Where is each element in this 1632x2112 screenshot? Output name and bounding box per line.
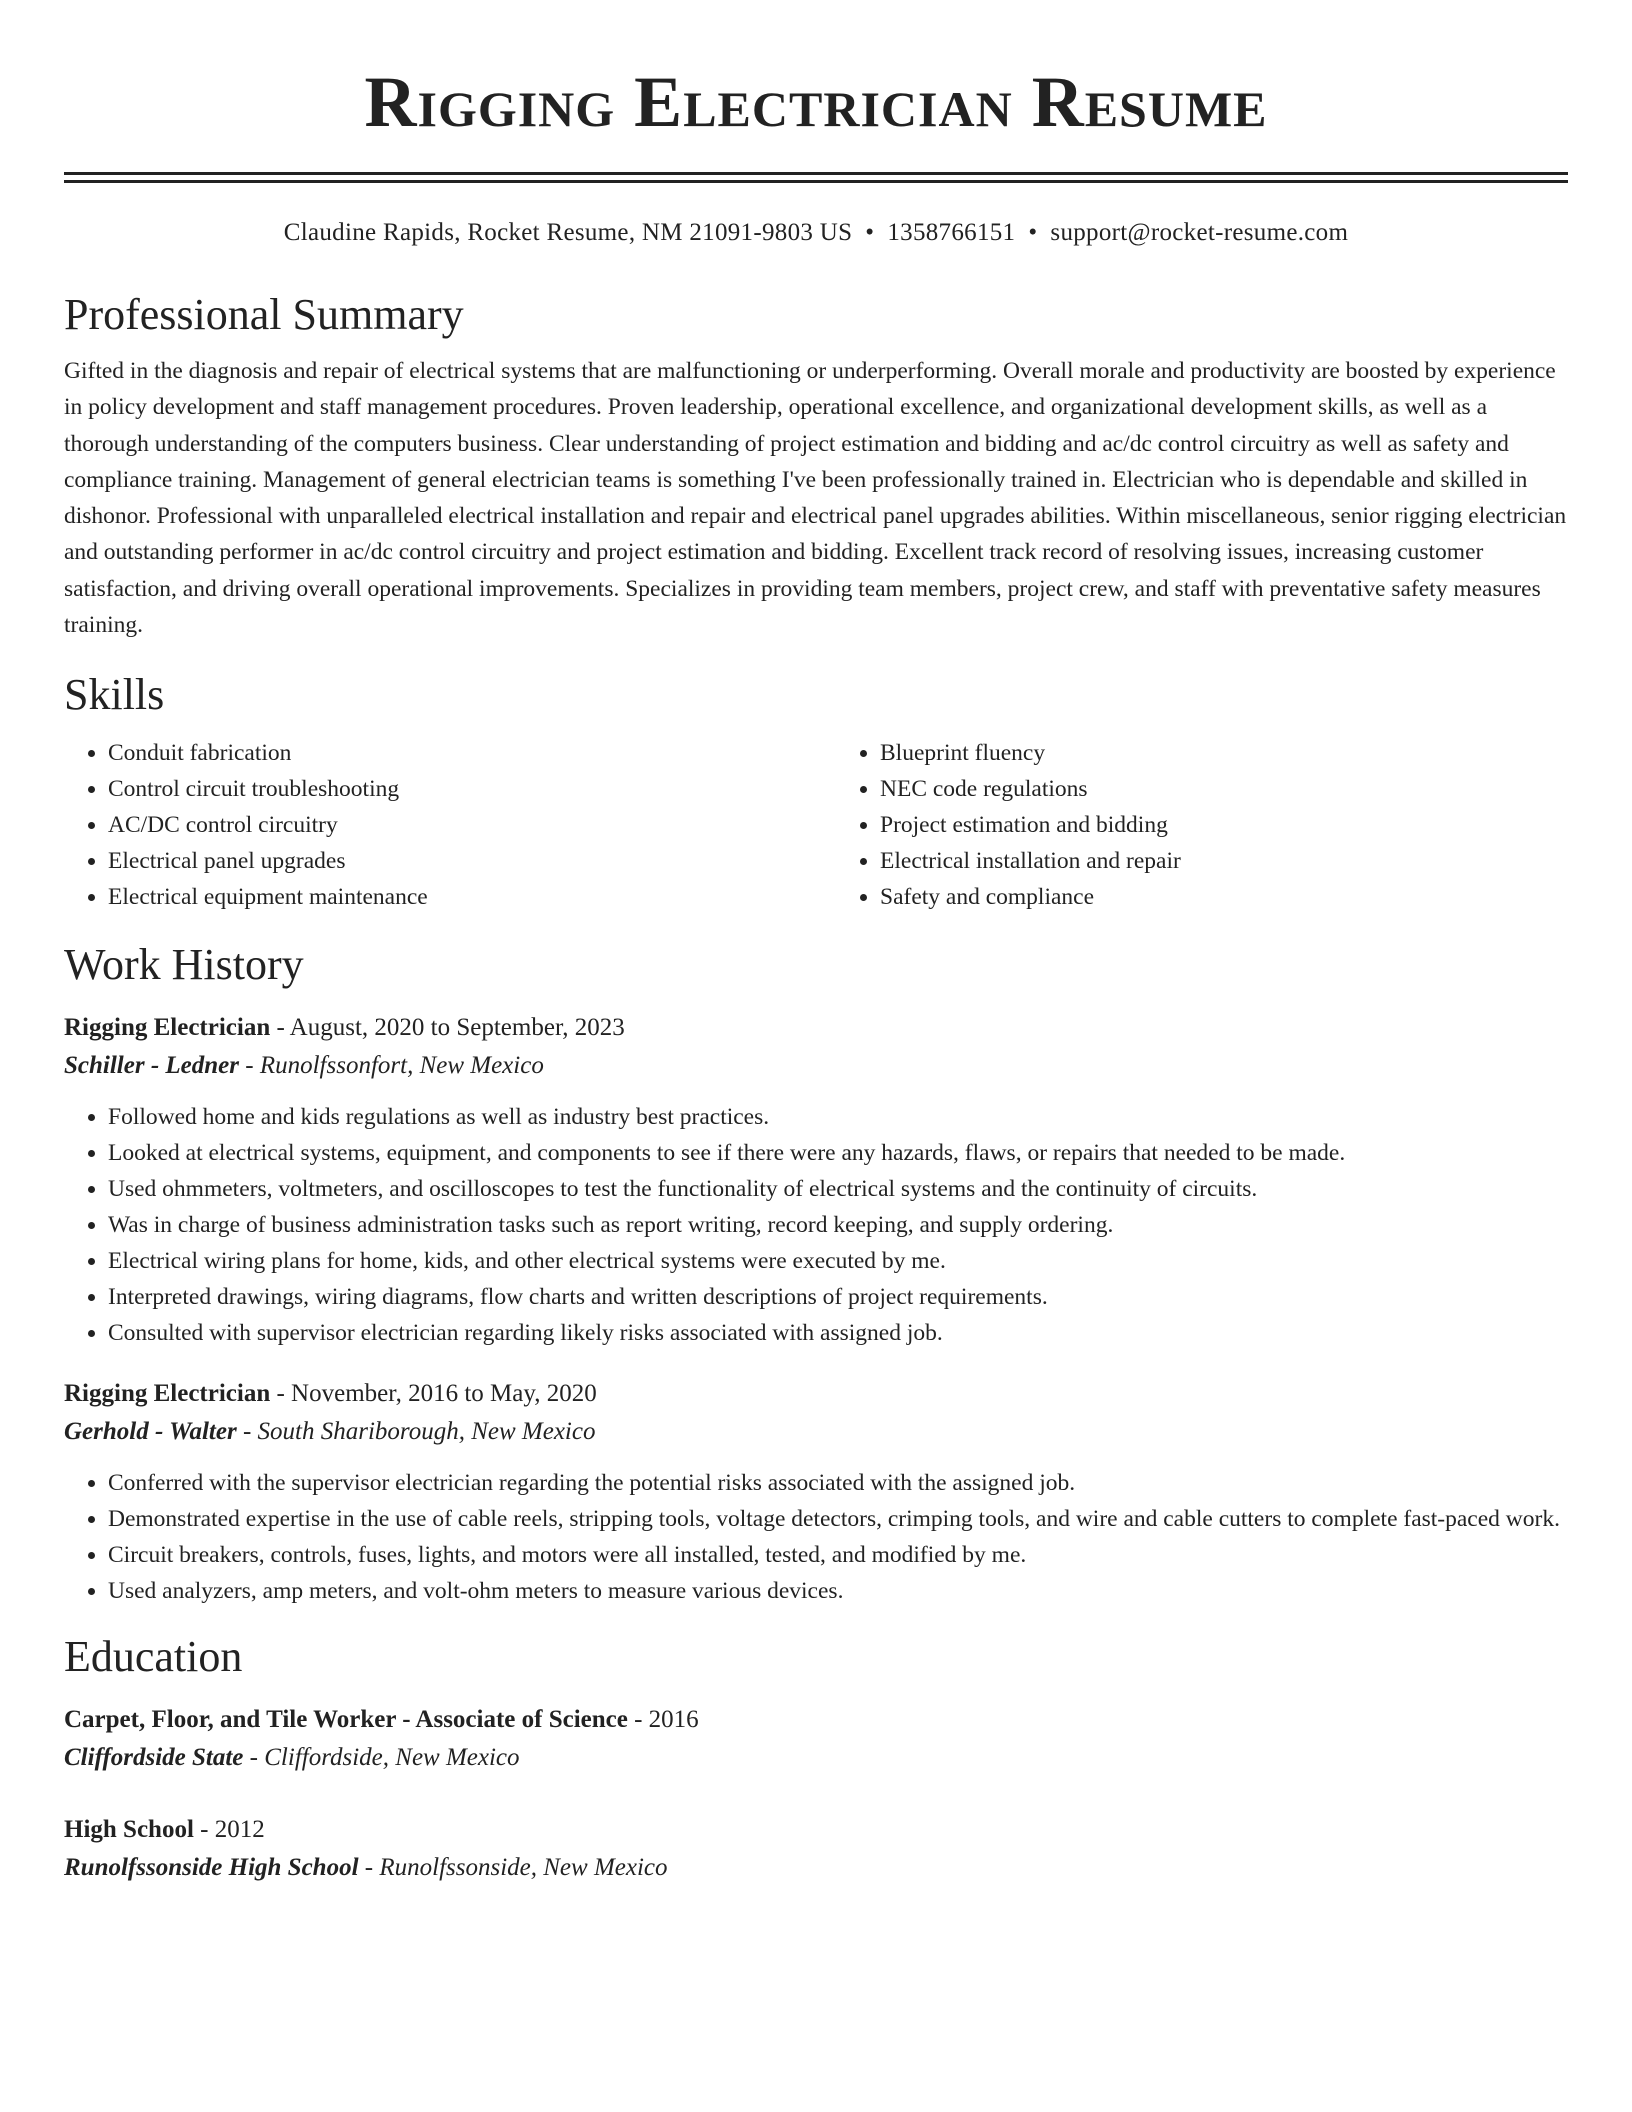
job-duties-list — [64, 1099, 1568, 1351]
job-location: - Runolfssonfort, New Mexico — [239, 1052, 544, 1080]
contact-phone: 1358766151 — [887, 219, 1016, 246]
job-dates: - November, 2016 to May, 2020 — [270, 1380, 597, 1408]
contact-separator: • — [1028, 219, 1038, 246]
job-duty: • Conferred with the supervisor electrician regarding the potential risks associated with the assigned job. — [108, 1465, 1568, 1501]
education-year: - 2012 — [193, 1816, 265, 1844]
education-year: - 2016 — [627, 1706, 699, 1734]
education-degree-line — [64, 1701, 1568, 1739]
skill-item: • Control circuit troubleshooting — [108, 771, 796, 807]
resume-title: Rigging Electrician Resume — [364, 62, 1268, 142]
contact-separator: • — [865, 219, 875, 246]
skills-list-right — [836, 735, 1568, 915]
skill-item: • Safety and compliance — [880, 879, 1568, 915]
education-location: - Cliffordside, New Mexico — [243, 1744, 520, 1772]
education-degree-line — [64, 1811, 1568, 1849]
job-dates: - August, 2020 to September, 2023 — [270, 1014, 625, 1042]
job-duty: • Looked at electrical systems, equipment, and components to see if there were any hazards, flaws, or repairs that needed to be made. — [108, 1135, 1568, 1171]
education-degree: Carpet, Floor, and Tile Worker - Associate of Science — [64, 1706, 628, 1734]
skill-item: • NEC code regulations — [880, 771, 1568, 807]
summary-heading: Professional Summary — [64, 290, 464, 339]
job-company-line — [64, 1413, 1568, 1451]
skills-heading: Skills — [64, 670, 165, 720]
skill-item: • Blueprint fluency — [880, 735, 1568, 771]
title-divider — [64, 172, 1568, 183]
job-title: Rigging Electrician — [64, 1380, 271, 1408]
skill-item: • Conduit fabrication — [108, 735, 796, 771]
skill-item: • Electrical installation and repair — [880, 843, 1568, 879]
education-heading: Education — [64, 1632, 243, 1682]
contact-address: Claudine Rapids, Rocket Resume, NM 21091-9803 US — [283, 219, 853, 246]
resume-page — [64, 0, 1568, 1887]
job-duty: • Used analyzers, amp meters, and volt-ohm meters to measure various devices. — [108, 1573, 1568, 1609]
job-duty: • Followed home and kids regulations as well as industry best practices. — [108, 1099, 1568, 1135]
education-school-line — [64, 1849, 1568, 1887]
job-title-line — [64, 1009, 1568, 1047]
job-duty: • Circuit breakers, controls, fuses, lights, and motors were all installed, tested, and modified by me. — [108, 1537, 1568, 1573]
job-title: Rigging Electrician — [64, 1014, 271, 1042]
skill-item: • AC/DC control circuitry — [108, 807, 796, 843]
education-degree: High School — [64, 1816, 194, 1844]
skills-list-left — [64, 735, 796, 915]
education-school-line — [64, 1739, 1568, 1777]
education-school: Cliffordside State — [64, 1744, 244, 1772]
skill-item: • Project estimation and bidding — [880, 807, 1568, 843]
education-school: Runolfssonside High School — [64, 1854, 359, 1882]
job-duty: • Interpreted drawings, wiring diagrams, flow charts and written descriptions of project requirements. — [108, 1279, 1568, 1315]
contact-line — [64, 217, 1568, 249]
contact-email[interactable]: support@rocket-resume.com — [1050, 219, 1349, 246]
skill-item: • Electrical equipment maintenance — [108, 879, 796, 915]
job-company-line — [64, 1047, 1568, 1085]
job-duty: • Consulted with supervisor electrician regarding likely risks associated with assigned job. — [108, 1315, 1568, 1351]
job-duty: • Electrical wiring plans for home, kids, and other electrical systems were executed by me. — [108, 1243, 1568, 1279]
skill-item: • Electrical panel upgrades — [108, 843, 796, 879]
work-history-heading: Work History — [64, 940, 304, 990]
summary-text: Gifted in the diagnosis and repair of electrical systems that are malfunctioning or underperforming. Overall morale and productivity are boosted by experience in policy development and staff management procedures. Proven leadership, operational excellence, and organizational development skills, as well as a thorough understanding of the computers business. Clear understanding of project estimation and bidding and ac/dc control circuitry as well as safety and compliance training. Management of general electrician teams is something I've been professionally trained in. Electrician who is dependable and skilled in dishonor. Professional with unparalleled electrical installation and repair and electrical panel upgrades abilities. Within miscellaneous, senior rigging electrician and outstanding performer in ac/dc control circuitry and project estimation and bidding. Excellent track record of resolving issues, increasing customer satisfaction, and driving overall operational improvements. Specializes in providing team members, project crew, and staff with preventative safety measures training. — [64, 358, 1567, 639]
job-duty: • Demonstrated expertise in the use of cable reels, stripping tools, voltage detectors, crimping tools, and wire and cable cutters to complete fast-paced work. — [108, 1501, 1568, 1537]
education-location: - Runolfssonside, New Mexico — [358, 1854, 668, 1882]
job-duty: • Used ohmmeters, voltmeters, and oscilloscopes to test the functionality of electrical systems and the continuity of circuits. — [108, 1171, 1568, 1207]
job-duty: • Was in charge of business administration tasks such as report writing, record keeping, and supply ordering. — [108, 1207, 1568, 1243]
job-company: Schiller - Ledner — [64, 1052, 239, 1080]
job-duties-list — [64, 1465, 1568, 1609]
job-location: - South Shariborough, New Mexico — [236, 1418, 596, 1446]
job-company: Gerhold - Walter — [64, 1418, 237, 1446]
job-title-line — [64, 1375, 1568, 1413]
skills-columns — [64, 735, 1568, 915]
